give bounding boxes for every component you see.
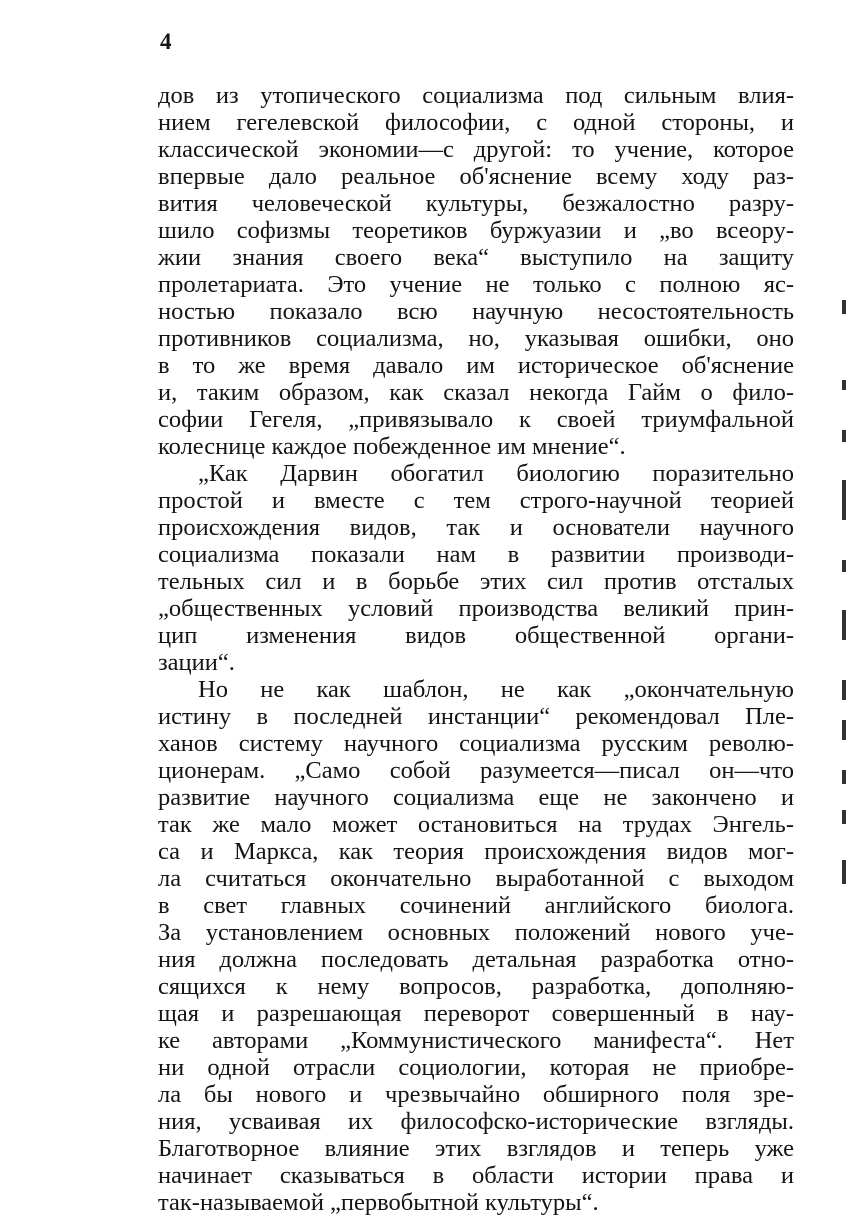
text-line: так же мало может остановиться на трудах Энгель- xyxy=(158,811,794,838)
page-edge-bleed xyxy=(842,290,851,910)
text-line: За установлением основных положений нового уче- xyxy=(158,919,794,946)
edge-mark xyxy=(842,860,846,884)
text-line: простой и вместе с тем строго-научной теорией xyxy=(158,487,794,514)
text-line: „Как Дарвин обогатил биологию поразительно xyxy=(198,460,794,487)
text-line: в свет главных сочинений английского биолога. xyxy=(158,892,794,919)
text-line: так-называемой „первобытной культуры“. xyxy=(158,1189,599,1216)
text-line: развитие научного социализма еще не закончено и xyxy=(158,784,794,811)
page-number: 4 xyxy=(160,29,172,54)
edge-mark xyxy=(842,380,846,390)
text-line: истину в последней инстанции“ рекомендовал Пле- xyxy=(158,703,794,730)
edge-mark xyxy=(842,770,846,784)
text-line: и, таким образом, как сказал некогда Гайм о фило- xyxy=(158,379,794,406)
text-line: ни одной отрасли социологии, которая не приобре- xyxy=(158,1054,794,1081)
text-line: впервые дало реальное об'яснение всему ходу раз- xyxy=(158,163,794,190)
edge-mark xyxy=(842,610,846,640)
edge-mark xyxy=(842,680,846,700)
text-line: в то же время давало им историческое об'яснение xyxy=(158,352,794,379)
text-line: „общественных условий производства великий прин- xyxy=(158,595,794,622)
text-line: противников социализма, но, указывая ошибки, оно xyxy=(158,325,794,352)
text-line: дов из утопического социализма под сильным влия- xyxy=(158,82,794,109)
text-line: ния, усваивая их философско-исторические взгляды. xyxy=(158,1108,794,1135)
edge-mark xyxy=(842,560,846,572)
text-line: пролетариата. Это учение не только с полною яс- xyxy=(158,271,794,298)
text-line: ностью показало всю научную несостоятельность xyxy=(158,298,794,325)
text-line: жии знания своего века“ выступило на защиту xyxy=(158,244,794,271)
body-text xyxy=(158,82,794,1216)
text-line: ла бы нового и чрезвычайно обширного поля зре- xyxy=(158,1081,794,1108)
edge-mark xyxy=(842,480,846,520)
text-line: щая и разрешающая переворот совершенный в нау- xyxy=(158,1000,794,1027)
text-line: социализма показали нам в развитии производи- xyxy=(158,541,794,568)
text-line: начинает сказываться в области истории права и xyxy=(158,1162,794,1189)
text-line: тельных сил и в борьбе этих сил против отсталых xyxy=(158,568,794,595)
text-line: ционерам. „Само собой разумеется—писал он—что xyxy=(158,757,794,784)
text-line: шило софизмы теоретиков буржуазии и „во всеору- xyxy=(158,217,794,244)
text-line: сящихся к нему вопросов, разработка, дополняю- xyxy=(158,973,794,1000)
text-line: классической экономии—с другой: то учение, которое xyxy=(158,136,794,163)
text-line: колеснице каждое побежденное им мнение“. xyxy=(158,433,626,460)
text-line: Но не как шаблон, не как „окончательную xyxy=(198,676,794,703)
text-line: ния должна последовать детальная разработка отно- xyxy=(158,946,794,973)
text-line: софии Гегеля, „привязывало к своей триумфальной xyxy=(158,406,794,433)
edge-mark xyxy=(842,430,846,442)
text-line: ке авторами „Коммунистического манифеста“. Нет xyxy=(158,1027,794,1054)
text-line: са и Маркса, как теория происхождения видов мог- xyxy=(158,838,794,865)
text-line: цип изменения видов общественной органи- xyxy=(158,622,794,649)
text-line: Благотворное влияние этих взглядов и теперь уже xyxy=(158,1135,794,1162)
text-line: ханов систему научного социализма русским револю- xyxy=(158,730,794,757)
edge-mark xyxy=(842,810,846,824)
edge-mark xyxy=(842,300,846,314)
edge-mark xyxy=(842,720,846,740)
text-line: зации“. xyxy=(158,649,235,676)
text-line: нием гегелевской философии, с одной стороны, и xyxy=(158,109,794,136)
text-line: ла считаться окончательно выработанной с выходом xyxy=(158,865,794,892)
text-line: происхождения видов, так и основатели научного xyxy=(158,514,794,541)
text-line: вития человеческой культуры, безжалостно разру- xyxy=(158,190,794,217)
